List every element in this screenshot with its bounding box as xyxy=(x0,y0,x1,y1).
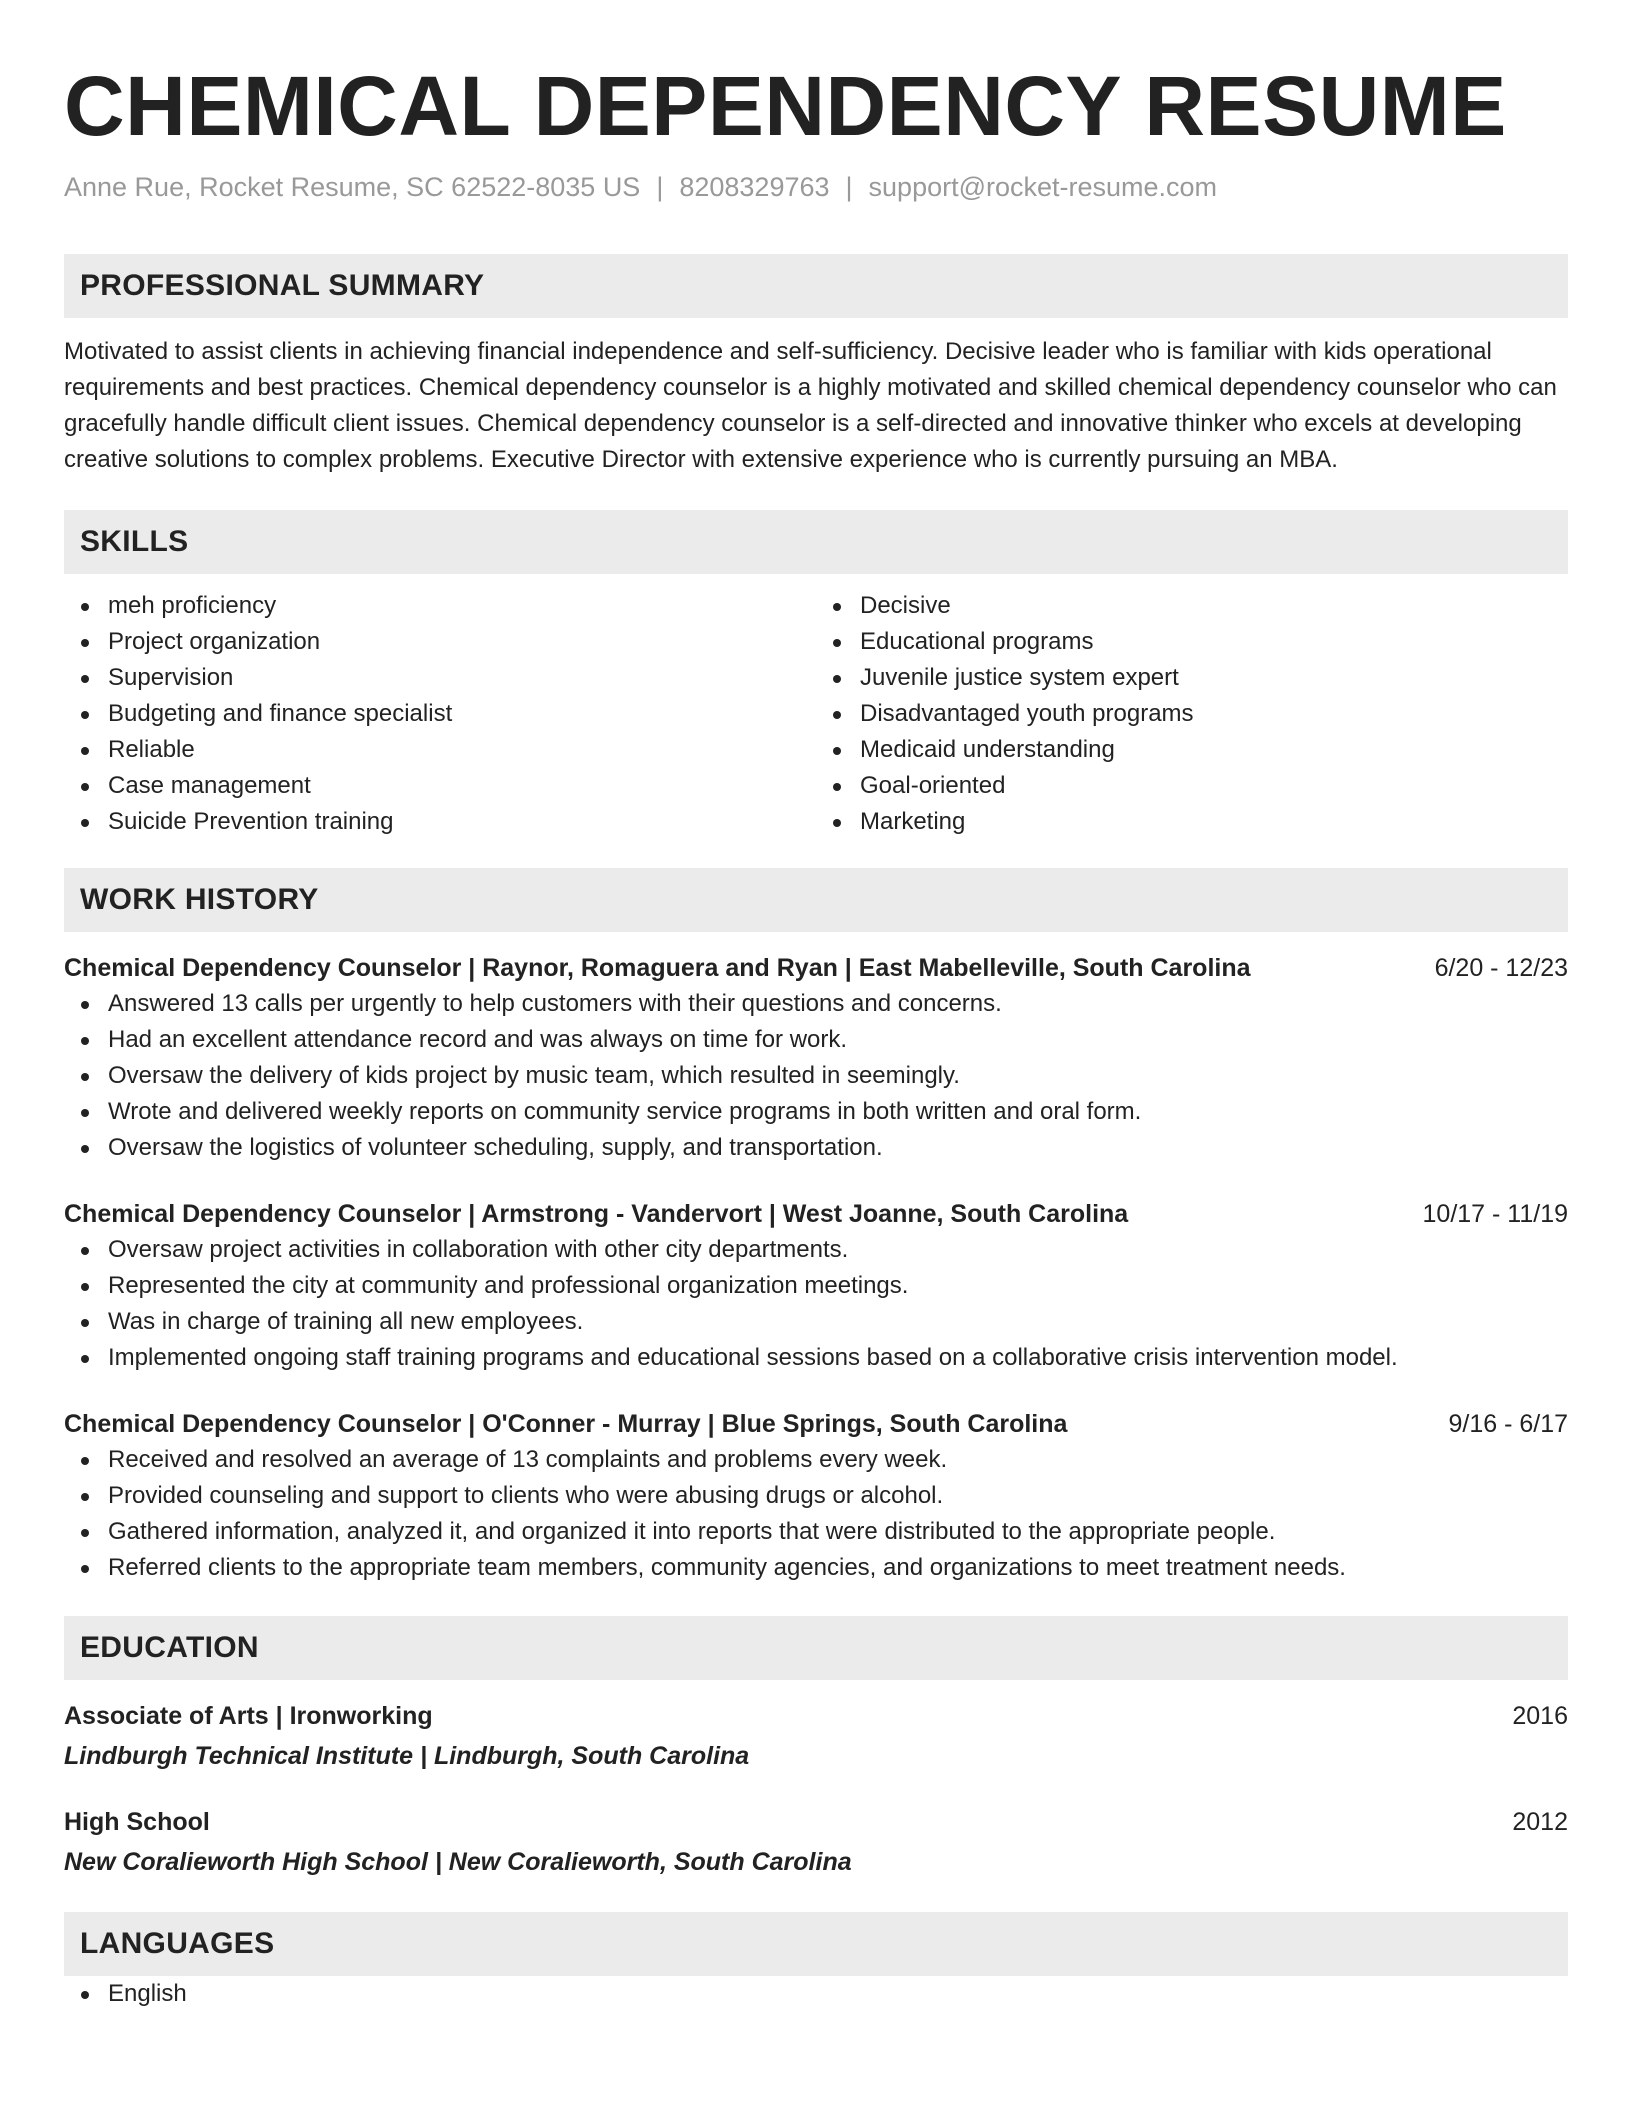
job-bullet: Represented the city at community and professional organization meetings. xyxy=(64,1268,1568,1304)
job-bullet: Had an excellent attendance record and was always on time for work. xyxy=(64,1022,1568,1058)
education-header xyxy=(64,1804,1568,1840)
contact-line xyxy=(64,170,1568,204)
language-item: English xyxy=(64,1976,1568,2012)
job-bullet: Provided counseling and support to clients who were abusing drugs or alcohol. xyxy=(64,1478,1568,1514)
skill-item: meh proficiency xyxy=(64,588,816,624)
job-bullet: Was in charge of training all new employees. xyxy=(64,1304,1568,1340)
education-school: Lindburgh Technical Institute | Lindburgh, South Carolina xyxy=(64,1742,750,1770)
job-dates: 6/20 - 12/23 xyxy=(1434,954,1568,982)
job-entry xyxy=(64,950,1568,1166)
job-title: Chemical Dependency Counselor | Raynor, Romaguera and Ryan | East Mabelleville, South Carolina xyxy=(64,954,1251,982)
languages-list xyxy=(64,1976,1568,2012)
skill-item: Supervision xyxy=(64,660,816,696)
skill-item: Reliable xyxy=(64,732,816,768)
contact-address: Anne Rue, Rocket Resume, SC 62522-8035 US xyxy=(64,172,641,202)
job-bullet: Oversaw the logistics of volunteer scheduling, supply, and transportation. xyxy=(64,1130,1568,1166)
job-header xyxy=(64,1196,1568,1232)
contact-email: support@rocket-resume.com xyxy=(868,172,1218,202)
skills-list-left xyxy=(64,588,816,840)
resume-page xyxy=(64,56,1568,2012)
skills-list-right xyxy=(816,588,1568,840)
job-bullets xyxy=(64,986,1568,1166)
skill-item: Case management xyxy=(64,768,816,804)
contact-phone: 8208329763 xyxy=(679,172,830,202)
skill-item: Decisive xyxy=(816,588,1568,624)
job-bullets xyxy=(64,1232,1568,1376)
skill-item: Marketing xyxy=(816,804,1568,840)
education-year: 2016 xyxy=(1512,1702,1568,1730)
section-title: PROFESSIONAL SUMMARY xyxy=(80,269,485,302)
skill-item: Goal-oriented xyxy=(816,768,1568,804)
job-dates: 9/16 - 6/17 xyxy=(1448,1410,1568,1438)
contact-separator: | xyxy=(845,172,853,202)
section-title: EDUCATION xyxy=(80,1631,259,1664)
job-title: Chemical Dependency Counselor | O'Conner - Murray | Blue Springs, South Carolina xyxy=(64,1410,1068,1438)
job-bullet: Oversaw the delivery of kids project by music team, which resulted in seemingly. xyxy=(64,1058,1568,1094)
section-title: SKILLS xyxy=(80,525,189,558)
education-school: New Coralieworth High School | New Coralieworth, South Carolina xyxy=(64,1848,852,1876)
job-title: Chemical Dependency Counselor | Armstrong - Vandervort | West Joanne, South Carolina xyxy=(64,1200,1129,1228)
resume-title: CHEMICAL DEPENDENCY RESUME xyxy=(64,59,1507,153)
section-header-languages xyxy=(64,1912,1568,1976)
contact-separator: | xyxy=(656,172,664,202)
section-title: LANGUAGES xyxy=(80,1927,275,1960)
job-bullet: Oversaw project activities in collaboration with other city departments. xyxy=(64,1232,1568,1268)
section-title: WORK HISTORY xyxy=(80,883,319,916)
section-header-education xyxy=(64,1616,1568,1680)
section-header-skills xyxy=(64,510,1568,574)
skill-item: Budgeting and finance specialist xyxy=(64,696,816,732)
skill-item: Educational programs xyxy=(816,624,1568,660)
skill-item: Medicaid understanding xyxy=(816,732,1568,768)
education-year: 2012 xyxy=(1512,1808,1568,1836)
skill-item: Disadvantaged youth programs xyxy=(816,696,1568,732)
skill-item: Project organization xyxy=(64,624,816,660)
job-bullet: Gathered information, analyzed it, and organized it into reports that were distributed to the appropriate people. xyxy=(64,1514,1568,1550)
education-entry xyxy=(64,1804,1568,1880)
job-bullet: Received and resolved an average of 13 complaints and problems every week. xyxy=(64,1442,1568,1478)
job-header xyxy=(64,1406,1568,1442)
job-entry xyxy=(64,1196,1568,1376)
skills-columns xyxy=(64,588,1568,840)
education-header xyxy=(64,1698,1568,1734)
job-entry xyxy=(64,1406,1568,1586)
job-bullet: Referred clients to the appropriate team members, community agencies, and organizations to meet treatment needs. xyxy=(64,1550,1568,1586)
section-header-summary xyxy=(64,254,1568,318)
education-degree: Associate of Arts | Ironworking xyxy=(64,1702,433,1730)
job-bullets xyxy=(64,1442,1568,1586)
professional-summary-text: Motivated to assist clients in achieving financial independence and self-sufficiency. Decisive leader who is familiar with kids operational requirements and best practices. Chemical dependency counselor is a highly motivated and skilled chemical dependency counselor who can gracefully handle difficult client issues. Chemical dependency counselor is a self-directed and innovative thinker who excels at developing creative solutions to complex problems. Executive Director with extensive experience who is currently pursuing an MBA. xyxy=(64,338,1557,473)
job-header xyxy=(64,950,1568,986)
job-dates: 10/17 - 11/19 xyxy=(1422,1200,1568,1228)
education-entry xyxy=(64,1698,1568,1774)
job-bullet: Answered 13 calls per urgently to help customers with their questions and concerns. xyxy=(64,986,1568,1022)
job-bullet: Implemented ongoing staff training programs and educational sessions based on a collaborative crisis intervention model. xyxy=(64,1340,1568,1376)
job-bullet: Wrote and delivered weekly reports on community service programs in both written and oral form. xyxy=(64,1094,1568,1130)
skill-item: Suicide Prevention training xyxy=(64,804,816,840)
section-header-work-history xyxy=(64,868,1568,932)
education-degree: High School xyxy=(64,1808,210,1836)
skill-item: Juvenile justice system expert xyxy=(816,660,1568,696)
